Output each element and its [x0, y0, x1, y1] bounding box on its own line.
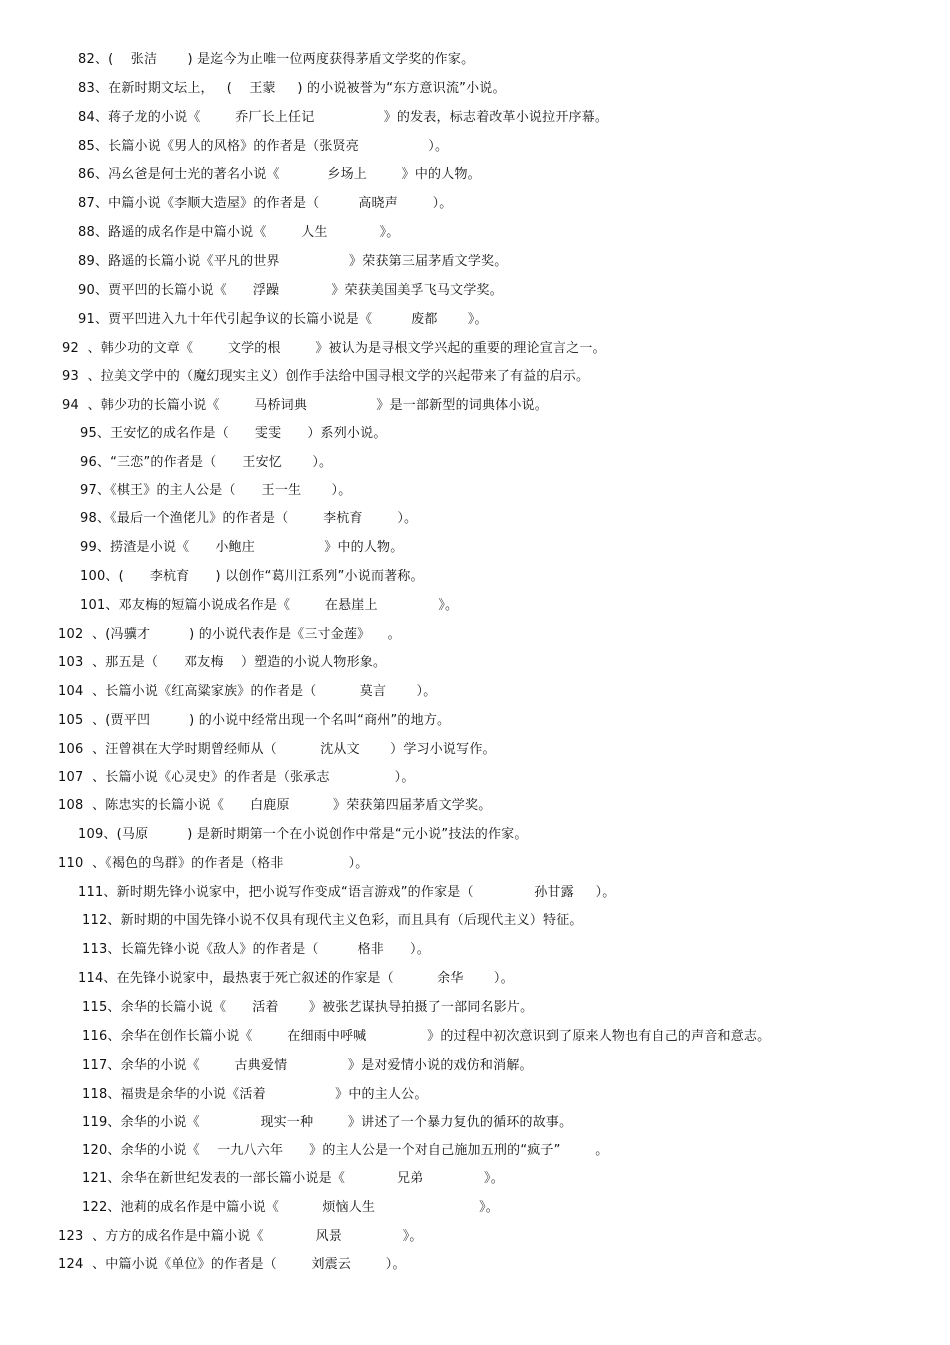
question-line: 112、新时期的中国先锋小说不仅具有现代主义色彩，而且具有（后现代主义）特征。 [82, 913, 583, 928]
question-line: 106 、汪曾祺在大学时期曾经师从（ 沈从文 ）学习小说写作。 [58, 742, 496, 757]
question-line: 109、(马原 ) 是新时期第一个在小说创作中常是“元小说”技法的作家。 [78, 827, 528, 842]
question-line: 100、( 李杭育 ) 以创作“葛川江系列”小说而著称。 [80, 569, 424, 584]
question-line: 90、贾平凹的长篇小说《 浮躁 》荣获美国美孚飞马文学奖。 [78, 283, 503, 298]
question-line: 91、贾平凹进入九十年代引起争议的长篇小说是《 废都 》。 [78, 312, 488, 327]
question-line: 87、中篇小说《李顺大造屋》的作者是（ 高晓声 ）。 [78, 196, 453, 211]
question-line: 96、“三恋”的作者是（ 王安忆 ）。 [80, 455, 333, 470]
question-line: 104 、长篇小说《红高粱家族》的作者是（ 莫言 ）。 [58, 684, 437, 699]
question-line: 122、池莉的成名作是中篇小说《 烦恼人生 》。 [82, 1200, 500, 1215]
question-line: 118、福贵是余华的小说《活着 》中的主人公。 [82, 1087, 428, 1102]
question-line: 102 、(冯骥才 ) 的小说代表作是《三寸金莲》 。 [58, 627, 401, 642]
question-line: 115、余华的长篇小说《 活着 》被张艺谋执导拍摄了一部同名影片。 [82, 1000, 534, 1015]
question-line: 85、长篇小说《男人的风格》的作者是（张贤亮 ）。 [78, 139, 449, 154]
question-line: 111、新时期先锋小说家中，把小说写作变成“语言游戏”的作家是（ 孙甘露 ）。 [78, 885, 616, 900]
question-line: 119、余华的小说《 现实一种 》讲述了一个暴力复仇的循环的故事。 [82, 1115, 573, 1130]
question-line: 93 、拉美文学中的（魔幻现实主义）创作手法给中国寻根文学的兴起带来了有益的启示。 [62, 369, 590, 384]
question-line: 107 、长篇小说《心灵史》的作者是（张承志 ）。 [58, 770, 415, 785]
question-line: 114、在先锋小说家中，最热衷于死亡叙述的作家是（ 余华 ）。 [78, 971, 514, 986]
question-line: 123 、方方的成名作是中篇小说《 风景 》。 [58, 1229, 423, 1244]
question-line: 89、路遥的长篇小说《平凡的世界 》荣获第三届茅盾文学奖。 [78, 254, 508, 269]
question-line: 82、( 张洁 ) 是迄今为止唯一位两度获得茅盾文学奖的作家。 [78, 52, 475, 67]
question-line: 97、《棋王》的主人公是（ 王一生 ）。 [80, 483, 352, 498]
question-line: 103 、那五是（ 邓友梅 ）塑造的小说人物形象。 [58, 655, 387, 670]
question-line: 95、王安忆的成名作是（ 雯雯 ）系列小说。 [80, 426, 387, 441]
question-line: 84、蒋子龙的小说《 乔厂长上任记 》的发表，标志着改革小说拉开序幕。 [78, 110, 609, 125]
question-line: 105 、(贾平凹 ) 的小说中经常出现一个名叫“商州”的地方。 [58, 713, 451, 728]
question-line: 117、余华的小说《 古典爱情 》是对爱情小说的戏仿和消解。 [82, 1058, 533, 1073]
question-line: 94 、韩少功的长篇小说《 马桥词典 》是一部新型的词典体小说。 [62, 398, 548, 413]
question-line: 86、冯幺爸是何士光的著名小说《 乡场上 》中的人物。 [78, 167, 481, 182]
question-line: 99、捞渣是小说《 小鲍庄 》中的人物。 [80, 540, 404, 555]
question-line: 121、余华在新世纪发表的一部长篇小说是《 兄弟 》。 [82, 1171, 504, 1186]
question-line: 83、在新时期文坛上， ( 王蒙 ) 的小说被誉为“东方意识流”小说。 [78, 81, 506, 96]
question-line: 101、邓友梅的短篇小说成名作是《 在悬崖上 》。 [80, 598, 459, 613]
question-line: 124 、中篇小说《单位》的作者是（ 刘震云 ）。 [58, 1257, 406, 1272]
question-line: 110 、《褐色的鸟群》的作者是（格非 ）。 [58, 856, 369, 871]
question-line: 88、路遥的成名作是中篇小说《 人生 》。 [78, 225, 400, 240]
question-line: 120、余华的小说《 一九八六年 》的主人公是一个对自己施加五刑的“疯子” 。 [82, 1143, 609, 1158]
question-line: 116、余华在创作长篇小说《 在细雨中呼喊 》的过程中初次意识到了原来人物也有自己的声音和意志。 [82, 1029, 771, 1044]
question-line: 108 、陈忠实的长篇小说《 白鹿原 》荣获第四届茅盾文学奖。 [58, 798, 492, 813]
question-line: 92 、韩少功的文章《 文学的根 》被认为是寻根文学兴起的重要的理论宣言之一。 [62, 341, 606, 356]
question-line: 113、长篇先锋小说《敌人》的作者是（ 格非 ）。 [82, 942, 430, 957]
question-line: 98、《最后一个渔佬儿》的作者是（ 李杭育 ）。 [80, 511, 418, 526]
